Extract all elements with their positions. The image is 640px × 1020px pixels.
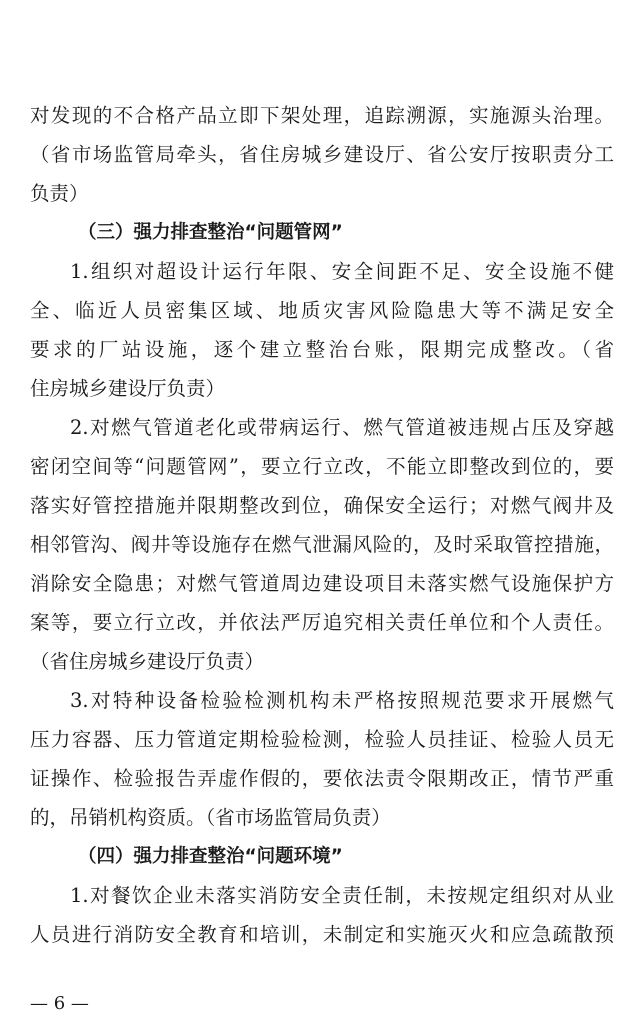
paragraph-line: （省市场监管局牵头，省住房城乡建设厅、省公安厅按职责分工 xyxy=(30,143,614,166)
paragraph-line: 3.对特种设备检验检测机构未严格按照规范要求开展燃气 xyxy=(70,689,614,712)
section-heading: （四）强力排查整治“问题环境” xyxy=(78,846,343,867)
paragraph-line: 对发现的不合格产品立即下架处理，追踪溯源，实施源头治理。 xyxy=(30,104,614,127)
paragraph-line: 消除安全隐患；对燃气管道周边建设项目未落实燃气设施保护方 xyxy=(30,572,614,595)
paragraph-line: 证操作、检验报告弄虚作假的，要依法责令限期改正，情节严重 xyxy=(30,767,614,790)
section-heading: （三）强力排查整治“问题管网” xyxy=(78,222,343,243)
paragraph-line: 压力容器、压力管道定期检验检测，检验人员挂证、检验人员无 xyxy=(30,728,614,751)
paragraph-line: 2.对燃气管道老化或带病运行、燃气管道被违规占压及穿越 xyxy=(70,416,614,439)
paragraph-line: 要求的厂站设施，逐个建立整治台账，限期完成整改。（省 xyxy=(30,338,614,361)
paragraph-line: 落实好管控措施并限期整改到位，确保安全运行；对燃气阀井及 xyxy=(30,494,614,517)
paragraph-line: 1.组织对超设计运行年限、安全间距不足、安全设施不健 xyxy=(70,260,614,283)
page-number: — 6 — xyxy=(30,993,89,1014)
paragraph-line: 人员进行消防安全教育和培训，未制定和实施灭火和应急疏散预 xyxy=(30,923,614,946)
paragraph-line: 的，吊销机构资质。（省市场监管局负责） xyxy=(30,806,391,829)
document-body xyxy=(30,96,614,954)
paragraph-line: 负责） xyxy=(30,182,89,205)
paragraph-line: 住房城乡建设厅负责） xyxy=(30,377,226,400)
paragraph-line: 密闭空间等“问题管网”，要立行立改，不能立即整改到位的，要 xyxy=(30,455,614,478)
paragraph-line: （省住房城乡建设厅负责） xyxy=(30,650,265,673)
paragraph-line: 案等，要立行立改，并依法严厉追究相关责任单位和个人责任。 xyxy=(30,611,614,634)
paragraph-line: 全、临近人员密集区域、地质灾害风险隐患大等不满足安全 xyxy=(30,299,614,322)
paragraph-line: 1.对餐饮企业未落实消防安全责任制，未按规定组织对从业 xyxy=(70,884,614,907)
paragraph-line: 相邻管沟、阀井等设施存在燃气泄漏风险的，及时采取管控措施， xyxy=(30,533,614,556)
